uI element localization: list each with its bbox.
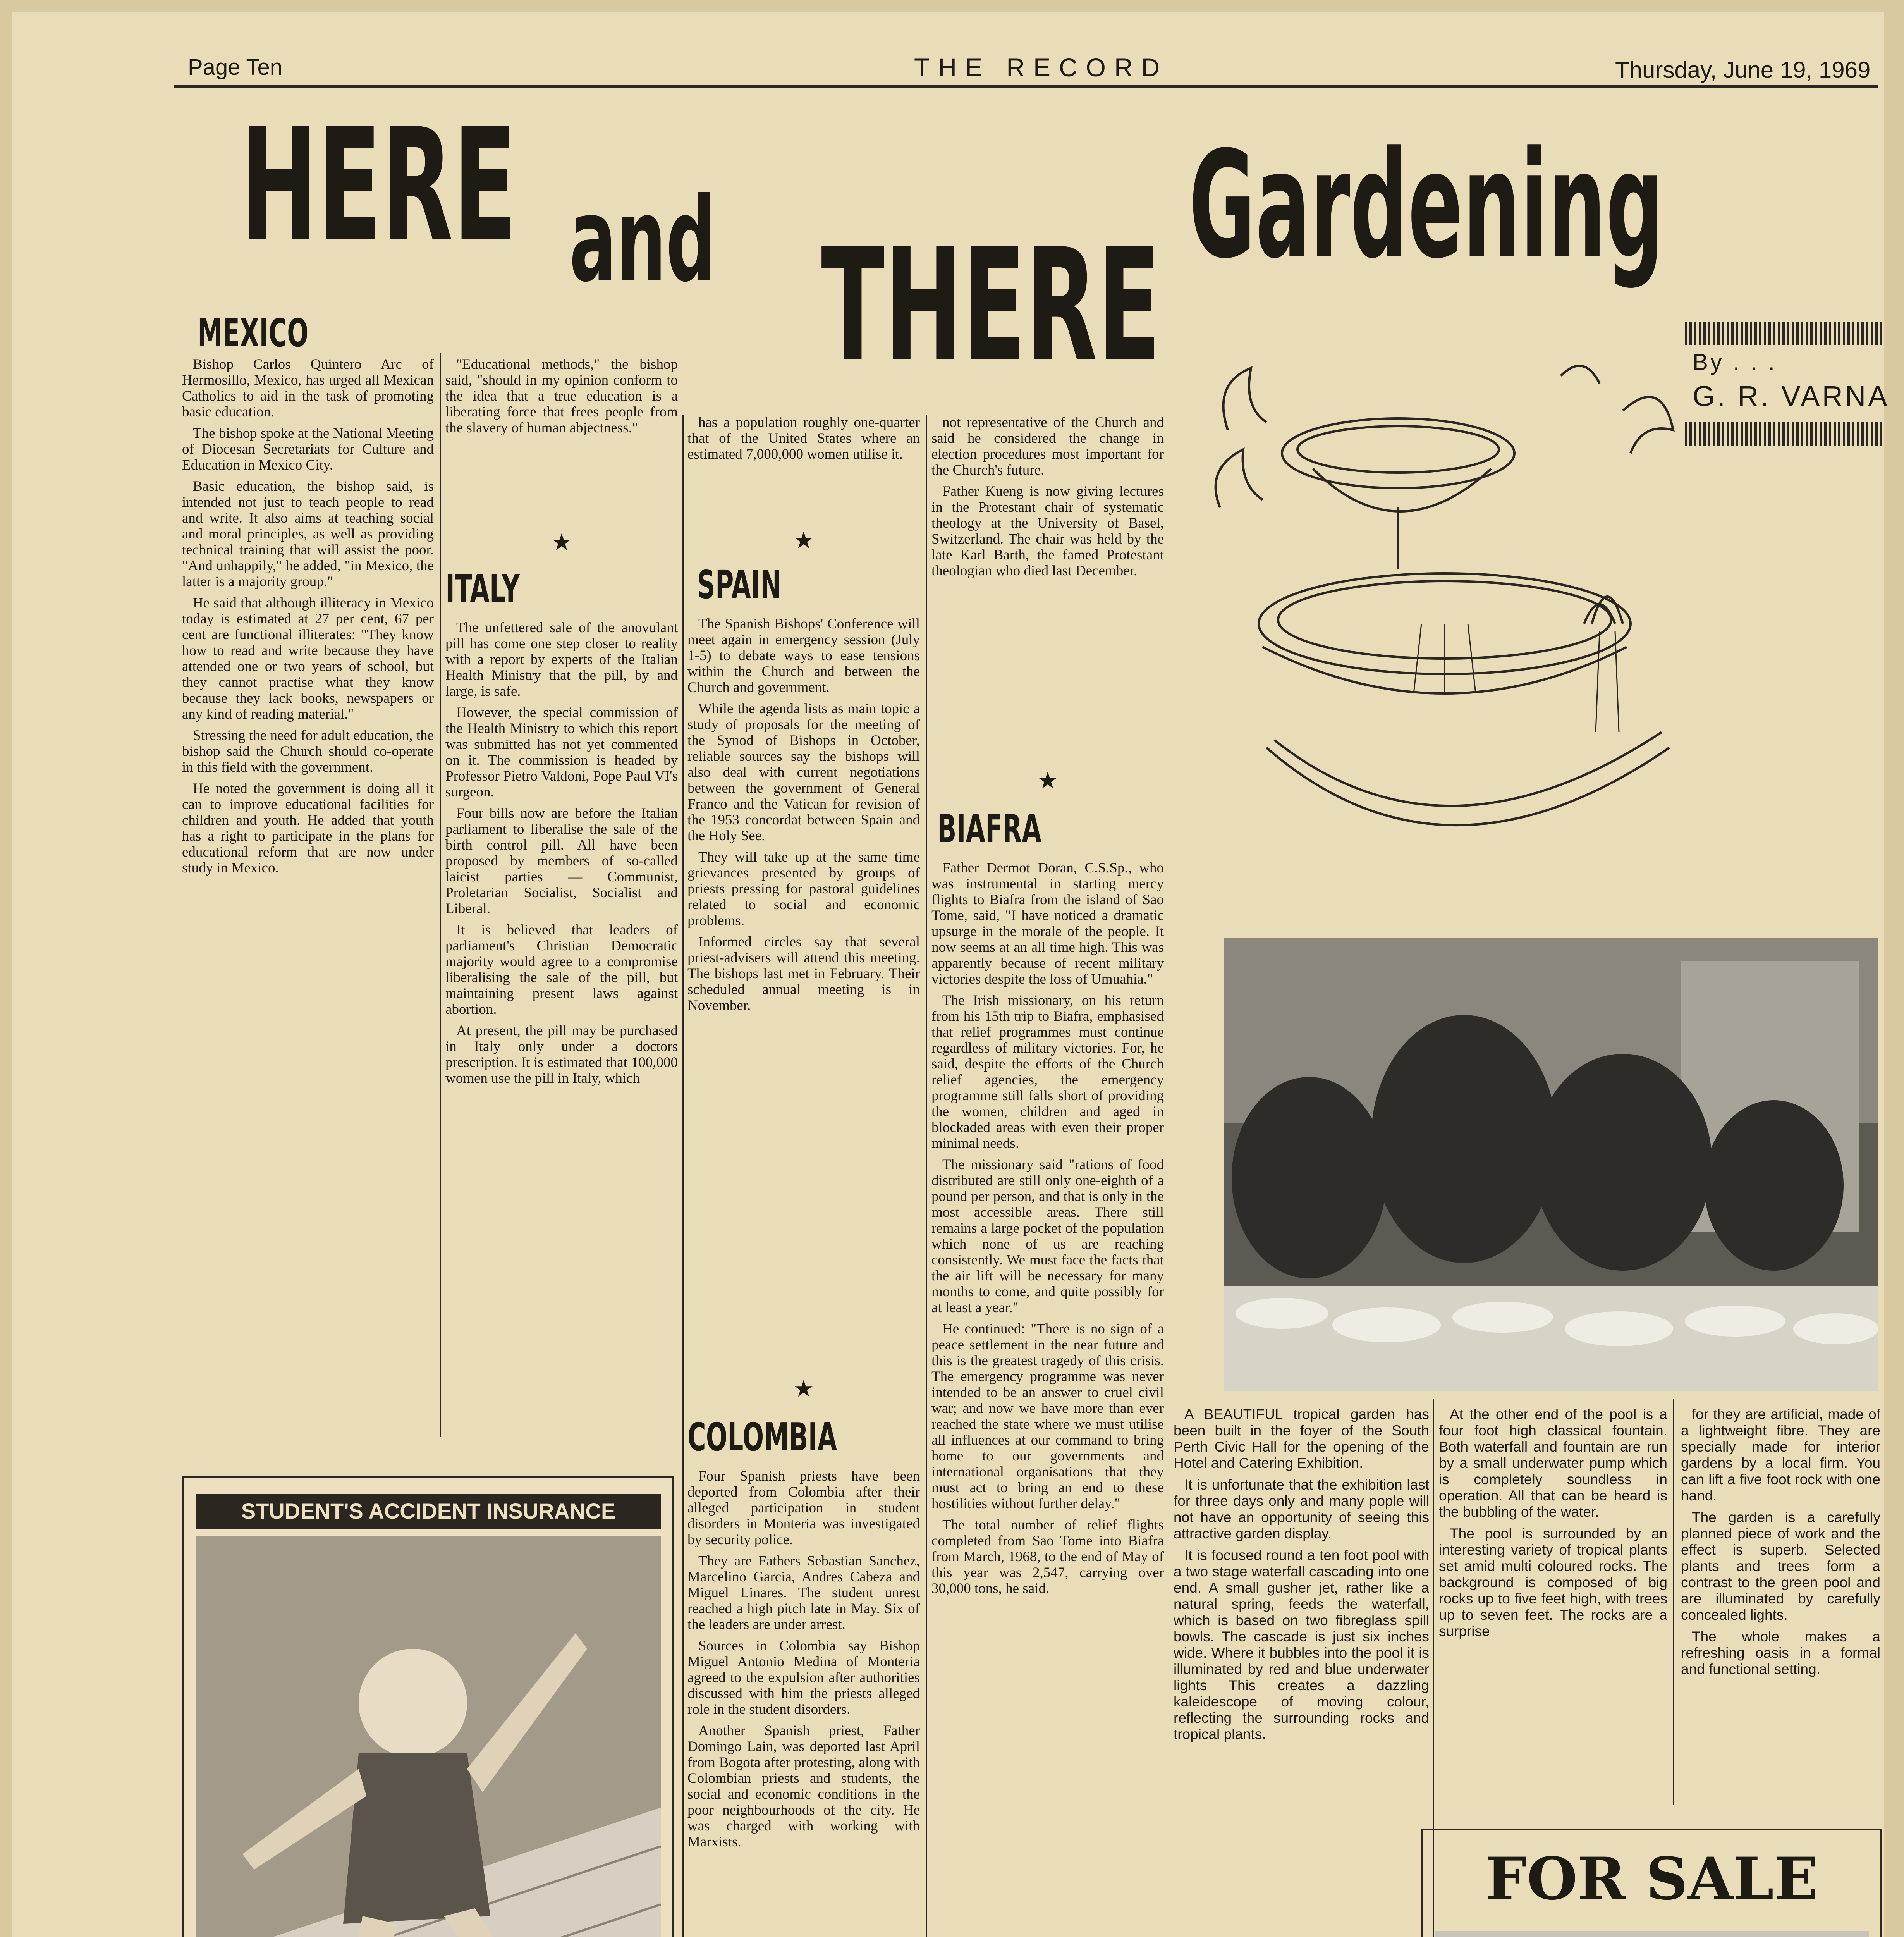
column-rule	[440, 353, 441, 1437]
article-paragraph: not representative of the Church and said he considered the change in election procedures most important for the Church's future.	[931, 415, 1164, 478]
mexico-article	[182, 356, 434, 1460]
biafra-heading: BIAFRA	[937, 806, 1041, 852]
article-paragraph: has a population roughly one-quarter that of the United States where an estimated 7,000,000 women utilise it.	[687, 415, 920, 462]
italy-heading: ITALY	[445, 566, 520, 611]
tropical-garden-photo	[1224, 938, 1878, 1391]
article-paragraph: Four bills now are before the Italian parliament to liberalise the sale of the birth control pill. All have been proposed by members of so-called laicist parties — Communist, Proletarian Socialist, Socialist and Liberal.	[445, 805, 678, 917]
colombia-heading: COLOMBIA	[687, 1414, 837, 1460]
article-paragraph: It is unfortunate that the exhibition last for three days only and many pople will not have an opportunity of seeing this attractive garden display.	[1174, 1477, 1429, 1541]
article-paragraph: The unfettered sale of the anovulant pill has come one step closer to reality with a report by experts of the Italian Health Ministry that the pill, by and large, is safe.	[445, 620, 678, 699]
column-rule	[682, 415, 684, 1937]
article-paragraph: Father Kueng is now giving lectures in the Protestant chair of systematic theology at the University of Basel, Switzerland. The chair was held by the late Karl Barth, the famed Protestant theologian who died last December.	[931, 483, 1164, 579]
article-paragraph: The total number of relief flights completed from Sao Tome into Biafra from March, 1968, to the end of May of this year was 2,547, carrying over 30,000 tons, he said.	[931, 1517, 1164, 1596]
article-paragraph: The garden is a carefully planned piece of work and the effect is superb. Selected plants and trees form a contrast to the green pool and are illuminated by carefully concealed lights.	[1681, 1509, 1880, 1623]
article-paragraph: Basic education, the bishop said, is intended not just to teach people to read and write. It also aims at teaching social and moral principles, as well as providing technical training that will assist the poor. "And unhappily," he added, "in Mexico, the latter is a majority group."	[182, 478, 434, 590]
article-paragraph: Informed circles say that several priest-advisers will attend this meeting. The bishops last met in February. Their scheduled annual meeting is in November.	[687, 934, 920, 1013]
article-paragraph: Sources in Colombia say Bishop Miguel Antonio Medina of Monteria agreed to the expulsion after authorities discussed with him the priests alleged role in the student disorders.	[687, 1638, 920, 1717]
for-sale-box	[1421, 1829, 1882, 1937]
newspaper-page	[12, 12, 1890, 1937]
mexico-continued	[445, 356, 678, 531]
article-paragraph: The missionary said "rations of food distributed are still only one-eighth of a pound per person, and that is only in the most accessible areas. There still remains a large pocket of the population which none of us are reaching consistently. We must face the facts that the air lift will be necessary for many months to come, and quite possibly for at least a year."	[931, 1157, 1164, 1316]
byline-author: G. R. VARNA	[1693, 380, 1890, 412]
child-jumping-photo	[196, 1536, 661, 1937]
article-paragraph: Bishop Carlos Quintero Arc of Hermosillo, Mexico, has urged all Mexican Catholics to aid in the task of promoting basic education.	[182, 356, 434, 420]
gardening-title: Gardening	[1189, 119, 1664, 291]
article-paragraph: At the other end of the pool is a four foot high classical fountain. Both waterfall and fountain are run by a small underwater pump which is completely soundless in operation. All that can be heard is the bubbling of the water.	[1439, 1406, 1667, 1520]
star-divider-icon: ★	[793, 1375, 814, 1402]
article-paragraph: He continued: "There is no sign of a peace settlement in the near future and this is the greatest tragedy of this crisis. The emergency programme was never intended to be an answer to cruel civil war; and now we have more than ever reached the state where we must utilise all influences at our command to bring home to our governments and international organisations that they must act to bring an end to these hostilities without further delay."	[931, 1321, 1164, 1512]
there-title: THERE	[821, 216, 1161, 396]
biafra-article	[931, 860, 1164, 1937]
article-paragraph: They will take up at the same time grievances presented by groups of priests pressing for pastoral guidelines related to social and economic problems.	[687, 849, 920, 929]
italy-article	[445, 620, 678, 1472]
ad-banner: STUDENT'S ACCIDENT INSURANCE	[196, 1494, 661, 1529]
article-paragraph: The Irish missionary, on his return from his 15th trip to Biafra, emphasised that relief programmes must continue regardless of military victories. For, he said, despite the efforts of the Church relief agencies, the emergency programme still falls short of providing the women, children and aged in blockaded areas with even their proper minimal needs.	[931, 993, 1164, 1151]
article-paragraph: While the agenda lists as main topic a study of proposals for the meeting of the Synod of Bishops in October, reliable sources say the bishops will also deal with current negotiations between the government of General Franco and the Vatican for revision of the 1953 concordat between Spain and the Holy See.	[687, 701, 920, 844]
article-paragraph: The whole makes a refreshing oasis in a formal and functional setting.	[1681, 1629, 1880, 1677]
spain-article	[687, 616, 920, 1379]
star-divider-icon: ★	[793, 527, 814, 554]
article-paragraph: Another Spanish priest, Father Domingo Lain, was deported last April from Bogota after protesting, along with Colombian priests and students, the social and economic conditions in the poor neighbourhoods of the city. He was charged with working with Marxists.	[687, 1723, 920, 1850]
article-paragraph: "Educational methods," the bishop said, "should in my opinion conform to the idea that a true education is a liberating force that frees people from the slavery of human abjectness."	[445, 356, 678, 436]
article-paragraph: However, the special commission of the Health Ministry to which this report was submitted has not yet commented on it. The commission is headed by Professor Pietro Valdoni, Pope Paul VI's surgeon.	[445, 705, 678, 800]
sgio-advertisement	[182, 1476, 674, 1937]
star-divider-icon: ★	[551, 529, 572, 556]
article-paragraph: At present, the pill may be purchased in Italy only under a doctors prescription. It is estimated that 100,000 women use the pill in Italy, which	[445, 1023, 678, 1086]
article-paragraph: for they are artificial, made of a lightweight fibre. They are specially made for interior gardens by a local firm. You can lift a five foot rock with one hand.	[1681, 1406, 1880, 1503]
page-number: Page Ten	[188, 55, 283, 80]
star-divider-icon: ★	[1037, 767, 1058, 794]
gardening-col-1	[1174, 1406, 1429, 1937]
column-rule	[926, 415, 927, 1937]
article-paragraph: The Spanish Bishops' Conference will meet again in emergency session (July 1-5) to debate ways to ease tensions within the Church and between the Church and government.	[687, 616, 920, 695]
byline-pattern	[1685, 322, 1882, 345]
and-title: and	[569, 172, 716, 308]
mexico-heading: MEXICO	[198, 310, 309, 356]
italy-continued	[687, 415, 920, 531]
article-paragraph: The pool is surrounded by an interesting variety of tropical plants set amid multi coloured rocks. The background is composed of big rocks up to five feet high, with trees up to seven feet. The rocks are a surprise	[1439, 1526, 1667, 1639]
article-paragraph: Four Spanish priests have been deported from Colombia after their alleged participation in student disorders in Monteria was investigated by security police.	[687, 1468, 920, 1548]
article-paragraph: They are Fathers Sebastian Sanchez, Marcelino Garcia, Andres Cabeza and Miguel Linares. The student unrest reached a high pitch late in May. Six of the leaders are under arrest.	[687, 1553, 920, 1633]
paper-name: THE RECORD	[914, 53, 1169, 82]
for-sale-title: FOR SALE	[1485, 1845, 1818, 1913]
switzerland-continued	[931, 415, 1164, 748]
article-paragraph: The bishop spoke at the National Meeting of Diocesan Secretariats for Culture and Education in Mexico City.	[182, 425, 434, 473]
gardening-col-3	[1681, 1406, 1880, 1817]
issue-date: Thursday, June 19, 1969	[1615, 57, 1871, 83]
colombia-article	[687, 1468, 920, 1937]
byline-pattern	[1685, 422, 1882, 446]
article-paragraph: A BEAUTIFUL tropical garden has been built in the foyer of the South Perth Civic Hall for the opening of the Hotel and Catering Exhibition.	[1174, 1406, 1429, 1471]
column-rule	[1673, 1399, 1674, 1805]
article-paragraph: Stressing the need for adult education, the bishop said the Church should co-operate in this field with the government.	[182, 728, 434, 775]
spain-heading: SPAIN	[697, 562, 782, 607]
fountain-illustration	[1197, 353, 1677, 934]
article-paragraph: He said that although illiteracy in Mexico today is estimated at 27 per cent, 67 per cent are functional illiterates: "They know how to read and write because they have attended one or two years of school, but they cannot practise what they know because they lack books, newspapers or any kind of reading material."	[182, 595, 434, 722]
article-paragraph: It is believed that leaders of parliament's Christian Democratic majority would agree to a compromise liberalising the sale of the pill, but maintaining present laws against abortion.	[445, 922, 678, 1017]
article-paragraph: It is focused round a ten foot pool with a two stage waterfall cascading into one end. A small gusher jet, rather like a natural spring, feeds the waterfall, which is based on two fibreglass spill bowls. The cascade is just six inches wide. Where it bubbles into the pool it is illuminated by red and blue underwater lights This creates a dazzling kaleidescope of moving colour, reflecting the surrounding rocks and tropical plants.	[1174, 1547, 1429, 1742]
masthead-rule	[174, 85, 1878, 88]
convent-building-photo	[1435, 1931, 1869, 1937]
here-title: HERE	[240, 96, 517, 276]
article-paragraph: Father Dermot Doran, C.S.Sp., who was instrumental in starting mercy flights to Biafra from the island of Sao Tome, said, "I have noticed a dramatic upsurge in the morale of the people. It now seems at an all time high. This was apparently because of recent military victories despite the loss of Umuahia."	[931, 860, 1164, 987]
gardening-col-2	[1439, 1406, 1667, 1817]
article-paragraph: He noted the government is doing all it can to improve educational facilities for children and youth. He added that youth has a right to participate in the plans for educational reform that are now under study in Mexico.	[182, 781, 434, 876]
byline-by: By . . .	[1693, 349, 1777, 375]
